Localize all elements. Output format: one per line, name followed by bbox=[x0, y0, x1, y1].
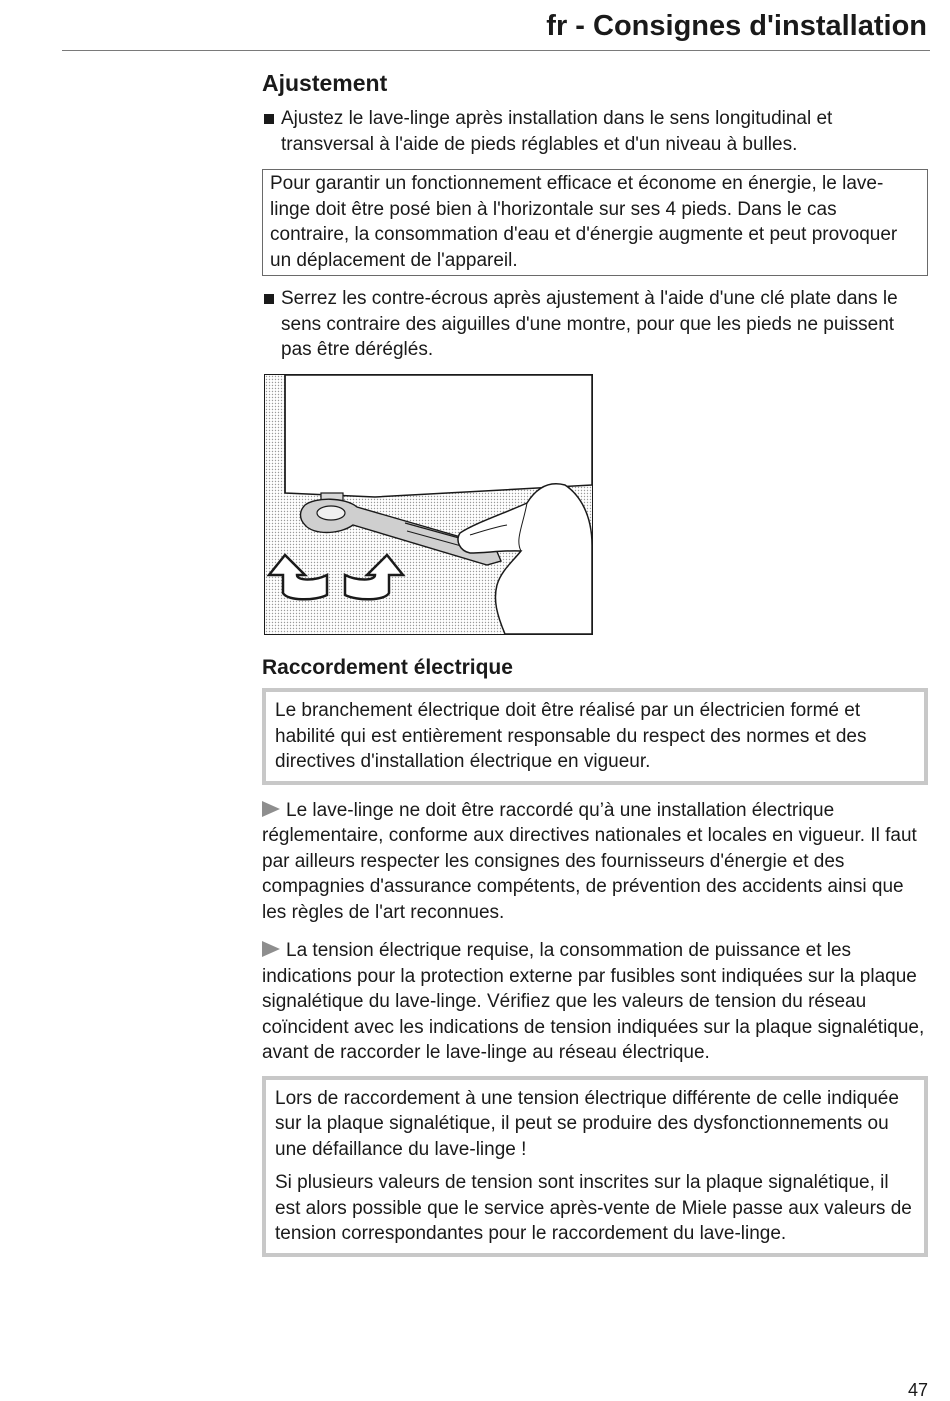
list-item bbox=[262, 106, 928, 157]
warning-box bbox=[262, 688, 928, 785]
list-item bbox=[262, 938, 928, 1066]
adjustment-section bbox=[262, 70, 928, 363]
electrical-instruction-2: La tension électrique requise, la consommation de puissance et les indications pour la protection externe par fusibles sont indiquées sur la plaque signalétique du lave-linge. Vérifiez que les valeurs de tension du réseau coïncident avec les indications de tension indiquées sur la plaque signalétique, avant de raccorder le lave-linge au réseau électrique. bbox=[262, 940, 925, 1063]
voltage-warning-text-1: Lors de raccordement à une tension électrique différente de celle indiquée sur la plaque signalétique, il peut se produire des dysfonctionnements ou une défaillance du lave-linge ! bbox=[275, 1087, 899, 1160]
adjustment-instruction-1: Ajustez le lave-linge après installation dans le sens longitudinal et transversal à l'aide de pieds réglables et d'un niveau à bulles. bbox=[281, 108, 833, 155]
page-number: 47 bbox=[907, 1380, 928, 1400]
list-item bbox=[262, 286, 928, 363]
wrench-adjustment-illustration bbox=[264, 374, 593, 635]
warning-box-voltage bbox=[262, 1076, 928, 1257]
voltage-warning-text-2: Si plusieurs valeurs de tension sont inscrites sur la plaque signalétique, il est alors possible que le service après-vente de Miele passe aux valeurs de tension correspondantes pour le raccordement du lave-linge. bbox=[275, 1172, 912, 1244]
electrical-section bbox=[262, 656, 928, 1257]
notice-text: Pour garantir un fonctionnement efficace et économe en énergie, le lave-linge doit être posé bien à l'horizontale sur ses 4 pieds. Dans le cas contraire, la consommation d'eau et d'énergie augmente et peut provoquer un déplacement de l'appareil. bbox=[270, 173, 898, 271]
adjustment-instruction-2: Serrez les contre-écrous après ajustement à l'aide d'une clé plate dans le sens contraire des aiguilles d'une montre, pour que les pieds ne puissent pas être déréglés. bbox=[281, 288, 898, 360]
section-title-electrical: Raccordement électrique bbox=[262, 656, 513, 679]
list-item bbox=[262, 798, 928, 926]
bullet-square-icon bbox=[264, 294, 274, 304]
header-divider bbox=[62, 50, 930, 51]
page-header-title: fr - Consignes d'installation bbox=[546, 10, 927, 42]
arrow-bullet-icon bbox=[262, 801, 280, 817]
electrical-instruction-1: Le lave-linge ne doit être raccordé qu’à une installation électrique réglementaire, conforme aux directives nationales et locales en vigueur. Il faut par ailleurs respecter les consignes des fournisseurs d'énergie et des compagnies d'assurance compétents, de prévention des accidents ainsi que les règles de l'art reconnues. bbox=[262, 799, 917, 923]
bullet-square-icon bbox=[264, 114, 274, 124]
arrow-bullet-icon bbox=[262, 941, 280, 957]
warning-text: Le branchement électrique doit être réalisé par un électricien formé et habilité qui est entièrement responsable du respect des normes et des directives d'installation électrique en vigueur. bbox=[275, 700, 867, 772]
notice-box bbox=[262, 169, 928, 276]
section-title-adjustment: Ajustement bbox=[262, 70, 388, 96]
wrench-illustration-graphic bbox=[265, 375, 592, 634]
